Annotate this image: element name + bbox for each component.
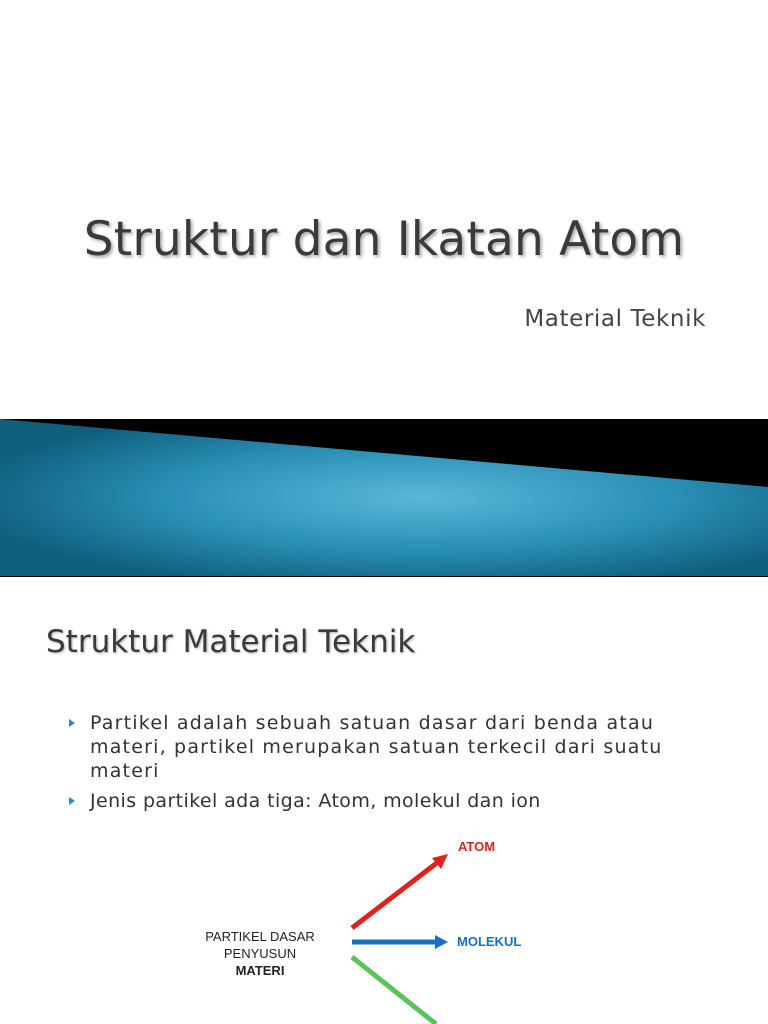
bullet-text: Jenis partikel ada tiga: Atom, molekul dan ion	[90, 790, 541, 812]
arrow-to-molekul	[352, 935, 448, 949]
bullet-text: Partikel adalah sebuah satuan dasar dari benda atau materi, partikel merupakan satuan terkecil dari suatu materi	[90, 712, 663, 782]
arrow-to-atom	[352, 854, 448, 928]
particle-diagram	[0, 577, 768, 1024]
content-slide	[0, 577, 768, 1024]
molekul-label: MOLEKUL	[457, 934, 522, 949]
slide-title: Struktur dan Ikatan Atom	[83, 212, 685, 267]
slide-heading: Struktur Material Teknik	[46, 624, 416, 660]
source-line-2: PENYUSUN	[223, 946, 297, 961]
slide-subtitle: Material Teknik	[524, 306, 706, 332]
source-line-1: PARTIKEL DASAR	[205, 929, 315, 944]
source-line-3: MATERI	[235, 963, 285, 978]
atom-label: ATOM	[458, 839, 496, 854]
arrow-to-ion	[352, 957, 436, 1024]
source-label	[200, 928, 320, 979]
